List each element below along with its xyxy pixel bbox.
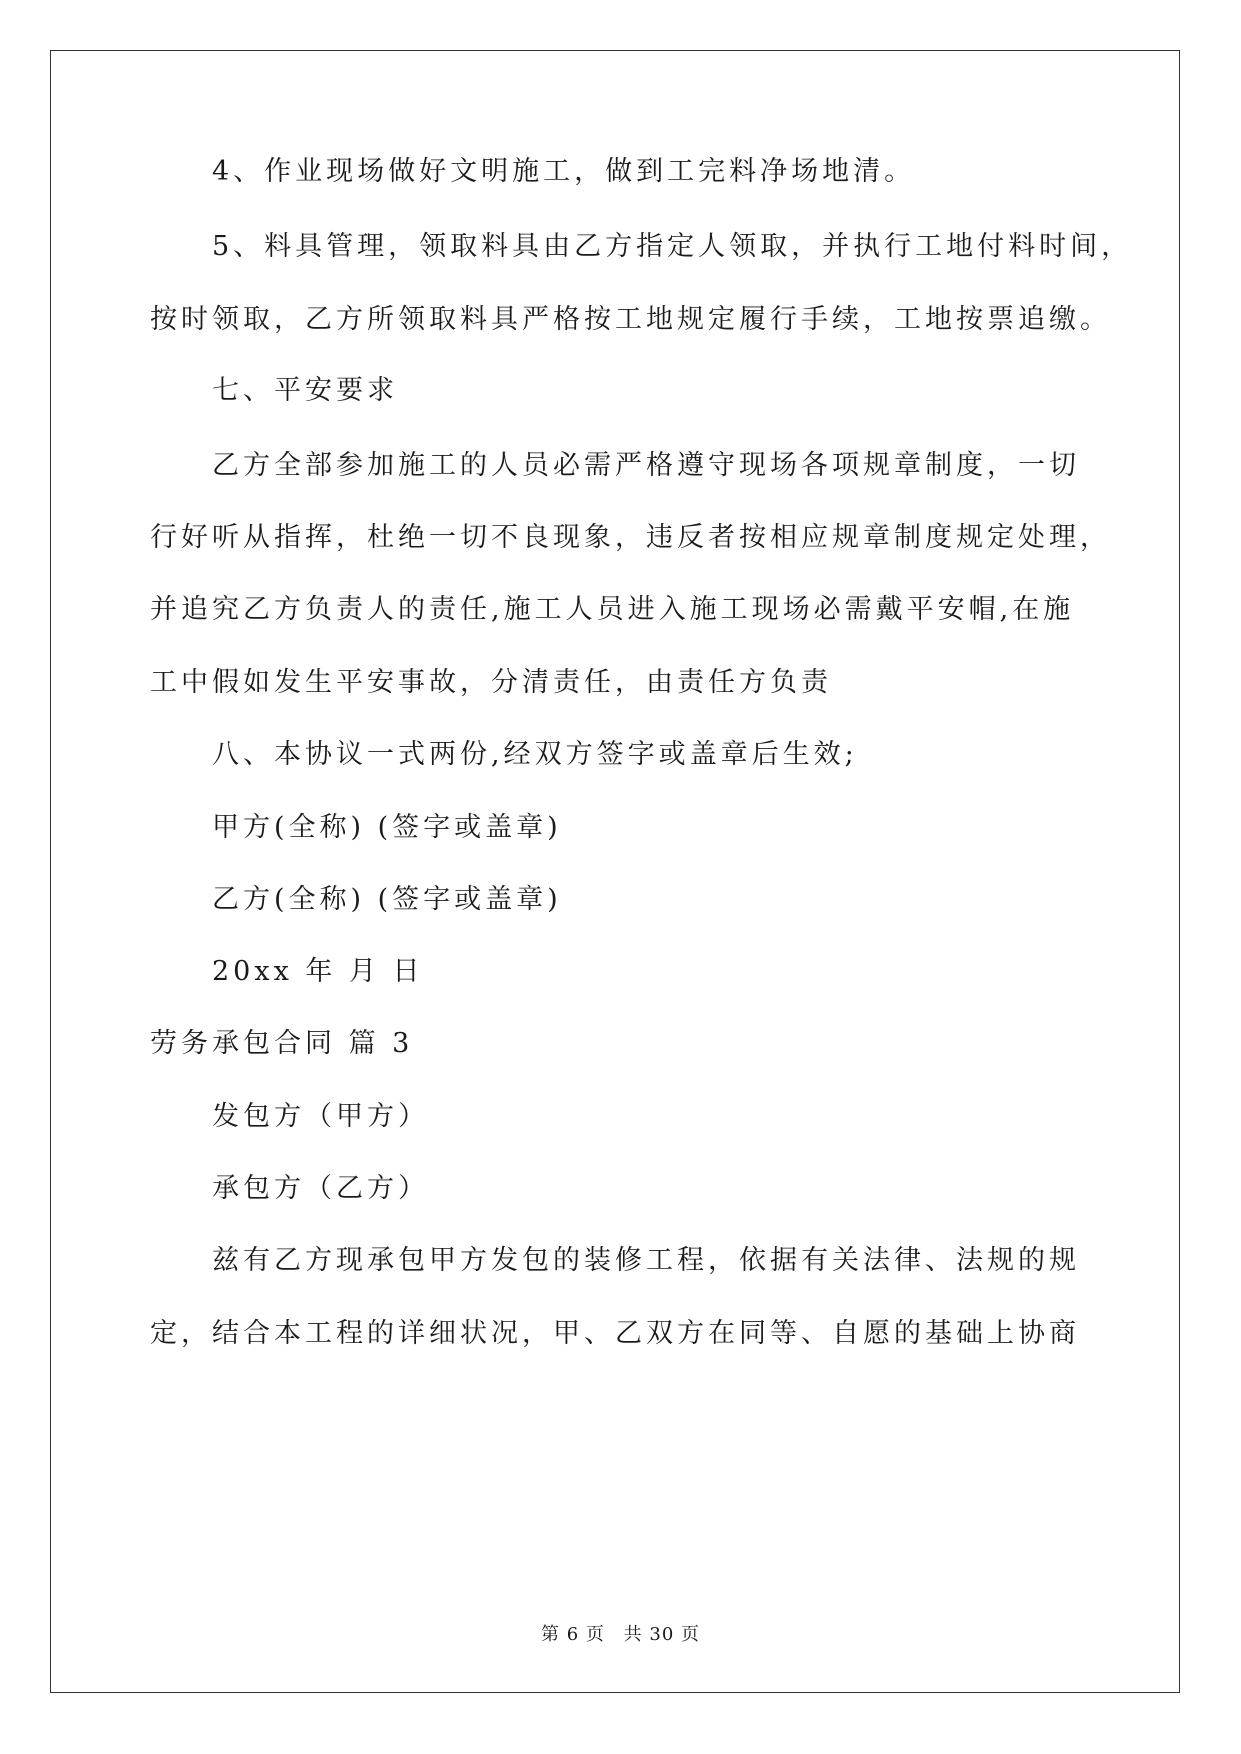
page-number: 第 6 页 [541, 1624, 605, 1645]
section-7-body-line-1: 乙方全部参加施工的人员必需严格遵守现场各项规章制度，一切 [212, 450, 1080, 481]
contract-3-preamble-line-2: 定，结合本工程的详细状况，甲、乙双方在同等、自愿的基础上协商 [150, 1318, 1080, 1349]
contract-3-title: 劳务承包合同 篇 3 [150, 1028, 414, 1059]
clause-4-civilized-construction: 4、作业现场做好文明施工，做到工完料净场地清。 [212, 156, 916, 187]
clause-5-materials-line-2: 按时领取，乙方所领取料具严格按工地规定履行手续，工地按票追缴。 [150, 304, 1111, 335]
section-7-body-line-3: 并追究乙方负责人的责任,施工人员进入施工现场必需戴平安帽,在施 [150, 594, 1075, 625]
party-a-signature-line: 甲方(全称) (签字或盖章) [212, 812, 562, 843]
contract-3-preamble-line-1: 兹有乙方现承包甲方发包的装修工程，依据有关法律、法规的规 [212, 1245, 1080, 1276]
party-b-signature-line: 乙方(全称) (签字或盖章) [212, 884, 562, 915]
clause-5-materials-line-1: 5、料具管理，领取料具由乙方指定人领取，并执行工地付料时间， [212, 231, 1133, 262]
contractor-party-line: 承包方（乙方） [212, 1173, 429, 1204]
section-7-body-line-2: 行好听从指挥，杜绝一切不良现象，违反者按相应规章制度规定处理， [150, 522, 1111, 553]
section-7-heading: 七、平安要求 [212, 375, 398, 406]
page-footer [0, 1620, 1241, 1646]
date-line: 20xx 年 月 日 [212, 956, 424, 987]
page-total: 共 30 页 [623, 1624, 700, 1645]
section-7-body-line-4: 工中假如发生平安事故，分清责任，由责任方负责 [150, 667, 832, 698]
section-8-heading: 八、本协议一式两份,经双方签字或盖章后生效; [212, 739, 858, 770]
page-border [50, 50, 1180, 1693]
employer-party-line: 发包方（甲方） [212, 1101, 429, 1132]
